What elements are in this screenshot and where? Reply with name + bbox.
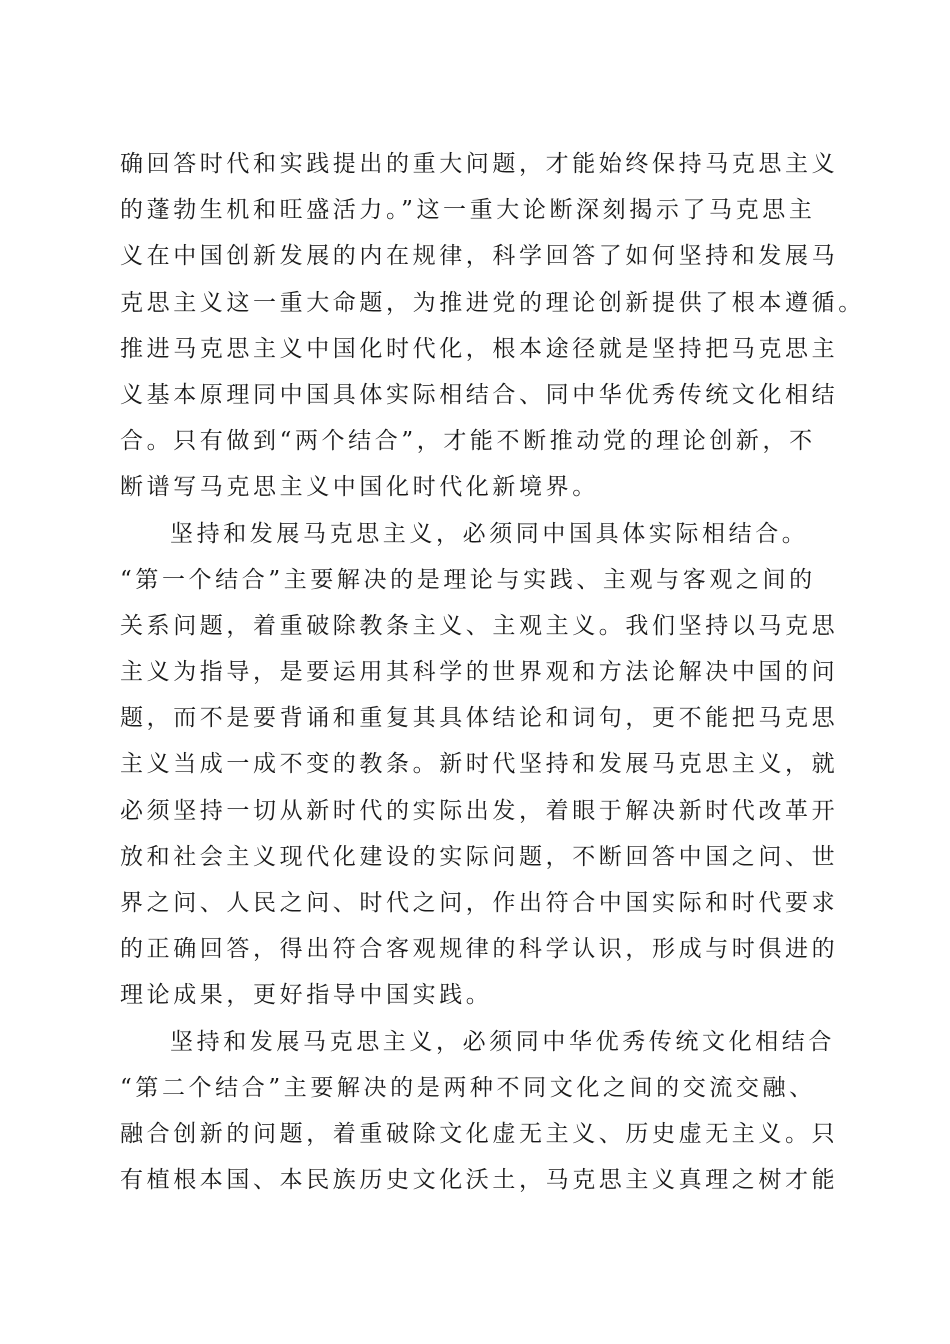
text-line: “第二个结合”主要解决的是两种不同文化之间的交流交融、 — [120, 1074, 816, 1101]
text-line: 主义为指导，是要运用其科学的世界观和方法论解决中国的问 — [120, 659, 839, 686]
text-line: 有植根本国、本民族历史文化沃土，马克思主义真理之树才能 — [120, 1167, 839, 1194]
text-line: 关系问题，着重破除教条主义、主观主义。我们坚持以马克思 — [120, 612, 839, 639]
text-line: 断谱写马克思主义中国化时代化新境界。 — [120, 474, 599, 501]
text-line: 确回答时代和实践提出的重大问题，才能始终保持马克思主义 — [120, 151, 839, 177]
text-line: 的正确回答，得出符合客观规律的科学认识，形成与时俱进的 — [120, 936, 839, 963]
text-line: 的蓬勃生机和旺盛活力。”这一重大论断深刻揭示了马克思主 — [120, 197, 816, 224]
paragraph-start-line: 坚持和发展马克思主义，必须同中华优秀传统文化相结合 — [170, 1028, 835, 1055]
text-line: “第一个结合”主要解决的是理论与实践、主观与客观之间的 — [120, 566, 816, 593]
text-line: 理论成果，更好指导中国实践。 — [120, 982, 493, 1009]
text-line: 放和社会主义现代化建设的实际问题，不断回答中国之问、世 — [120, 843, 839, 870]
paragraph-start-line: 坚持和发展马克思主义，必须同中国具体实际相结合。 — [170, 520, 809, 547]
text-line: 必须坚持一切从新时代的实际出发，着眼于解决新时代改革开 — [120, 797, 839, 824]
text-line: 主义当成一成不变的教条。新时代坚持和发展马克思主义，就 — [120, 751, 839, 778]
text-line: 义在中国创新发展的内在规律，科学回答了如何坚持和发展马 — [120, 243, 839, 270]
document-body — [120, 141, 865, 1203]
text-line: 融合创新的问题，着重破除文化虚无主义、历史虚无主义。只 — [120, 1120, 839, 1147]
text-line: 义基本原理同中国具体实际相结合、同中华优秀传统文化相结 — [120, 381, 839, 408]
text-line: 合。只有做到“两个结合”，才能不断推动党的理论创新，不 — [120, 428, 816, 455]
text-line: 推进马克思主义中国化时代化，根本途径就是坚持把马克思主 — [120, 335, 839, 362]
text-line: 克思主义这一重大命题，为推进党的理论创新提供了根本遵循。 — [120, 289, 865, 316]
text-line: 题，而不是要背诵和重复其具体结论和词句，更不能把马克思 — [120, 705, 839, 732]
text-line: 界之问、人民之问、时代之问，作出符合中国实际和时代要求 — [120, 890, 839, 916]
